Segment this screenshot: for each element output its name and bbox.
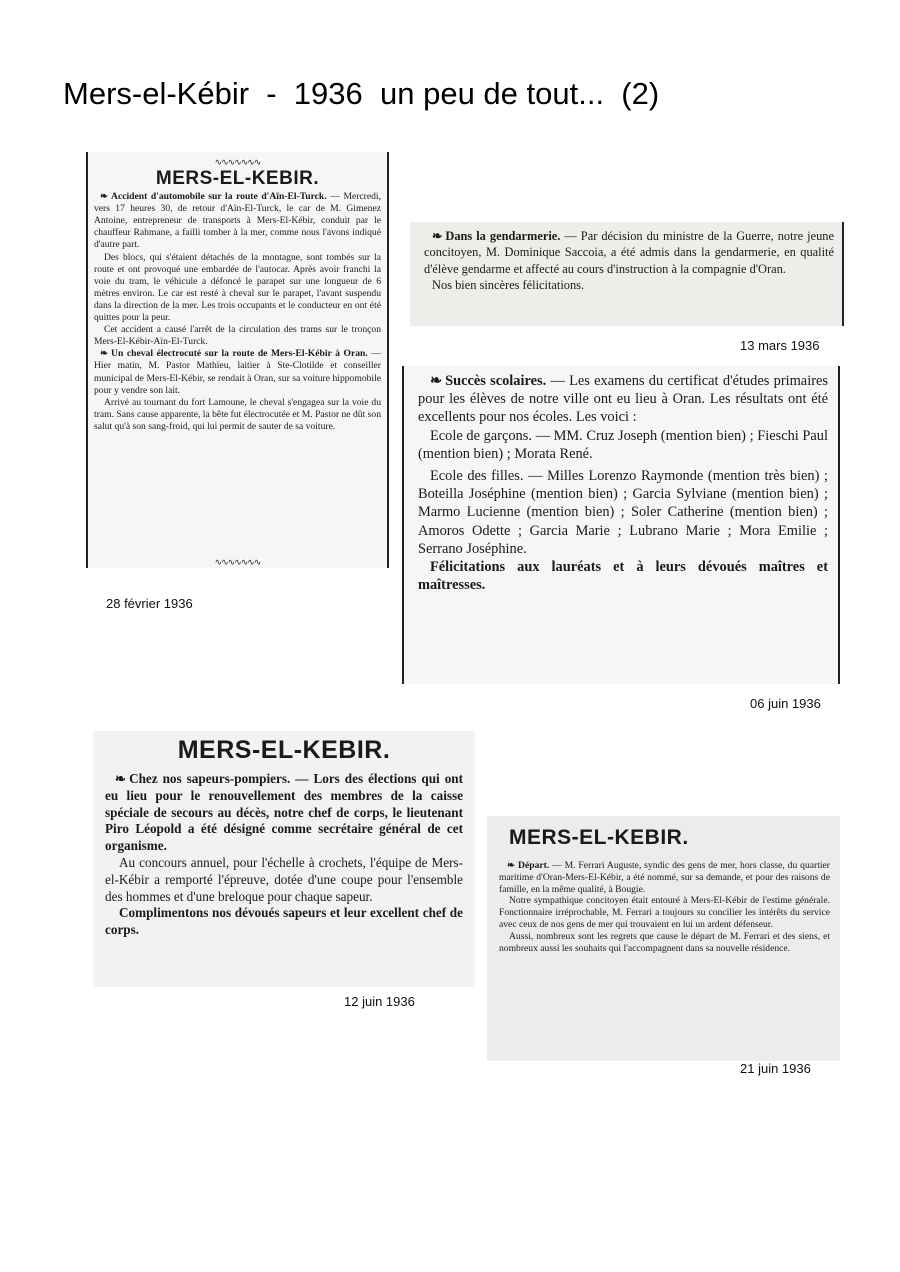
- date-label: 06 juin 1936: [750, 696, 821, 711]
- paragraph: Des blocs, qui s'étaient détachés de la montagne, sont tombés sur la route et ont provoqué une embardée de l'autocar. Après avoir franchi la voie du tram, le véhicule a défoncé le parapet sur une longueur de 6 mètres environ. Le car est resté à cheval sur le parapet, l'avant suspendu dans la direction de la mer. Les trois occupants et le conducteur en ont été quittes pour la peur.: [94, 251, 381, 324]
- paragraph: ❧ Un cheval électrocuté sur la route de Mers-El-Kébir à Oran. — Hier matin, M. Pastor Mathieu, laitier à Ste-Clotilde et conseiller municipal de Mers-El-Kébir, se rendait à Oran, sur sa voiture hippomobile pour y vendre son lait.: [94, 348, 381, 396]
- paragraph: Ecole des filles. — Milles Lorenzo Raymonde (mention très bien) ; Boteilla Joséphine (mention bien) ; Garcia Sylviane (mention bien) ; Marmo Lucienne (mention bien) ; Soler Catherine (mention bien) ; Amoros Odette ; Garcia Marie ; Lubrano Marie ; Mora Emilie ; Serrano Joséphine.: [418, 468, 828, 557]
- paragraph: Félicitations aux lauréats et à leurs dévoués maîtres et maîtresses.: [418, 559, 828, 594]
- ornament-top: ∿∿∿∿∿∿∿: [214, 157, 261, 167]
- date-label: 13 mars 1936: [740, 338, 820, 353]
- article-body: [105, 771, 463, 939]
- date-label: 12 juin 1936: [344, 994, 415, 1009]
- paragraph: Au concours annuel, pour l'échelle à crochets, l'équipe de Mers-el-Kébir a remporté l'épreuve, dotée d'une coupe pour l'ensemble des hommes et d'une breloque pour chaque sapeur.: [105, 854, 463, 904]
- clipping-gendarmerie: [410, 222, 844, 326]
- date-label: 21 juin 1936: [740, 1061, 811, 1076]
- masthead: MERS-EL-KEBIR.: [509, 826, 689, 849]
- paragraph: ❧ Départ. — M. Ferrari Auguste, syndic des gens de mer, hors classe, du quartier maritime d'Oran-Mers-El-Kébir, a été nommé, sur sa demande, et pour des raisons de famille, en la même qualité, à Bougie.: [499, 860, 830, 895]
- paragraph: ❧ Succès scolaires. — Les examens du certificat d'études primaires pour les élèves de notre ville ont eu lieu à Oran. Les résultats ont été excellents pour nos écoles. Les voici :: [418, 373, 828, 426]
- paragraph: Arrivé au tournant du fort Lamoune, le cheval s'engagea sur la voie du tram. Sans cause apparente, la bête fut électrocutée et M. Pastor ne dût son salut qu'à son sang-froid, qui lui permit de sauter de sa voiture.: [94, 396, 381, 432]
- paragraph: Ecole de garçons. — MM. Cruz Joseph (mention bien) ; Fieschi Paul (mention bien) ; Morata René.: [418, 427, 828, 462]
- clipping-depart: [487, 816, 840, 1061]
- page-title: Mers-el-Kébir - 1936 un peu de tout... (2): [63, 76, 660, 111]
- paragraph: Nos bien sincères félicitations.: [432, 278, 585, 293]
- article-body: [94, 191, 381, 433]
- paragraph: ❧ Chez nos sapeurs-pompiers. — Lors des élections qui ont eu lieu pour le renouvellement des membres de la caisse spéciale de secours au décès, notre chef de corps, le lieutenant Piro Léopold a été désigné comme secrétaire général de cet organisme.: [105, 771, 464, 854]
- paragraph: Aussi, nombreux sont les regrets que cause le départ de M. Ferrari et des siens, et nombreux aussi les souhaits qui l'accompagnent dans sa nouvelle résidence.: [499, 930, 830, 954]
- paragraph: Complimentons nos dévoués sapeurs et leur excellent chef de corps.: [105, 905, 463, 938]
- date-label: 28 février 1936: [106, 596, 193, 611]
- masthead: MERS-EL-KEBIR.: [177, 736, 391, 764]
- ornament-bottom: ∿∿∿∿∿∿∿: [214, 556, 261, 567]
- clipping-accident: [86, 152, 389, 568]
- paragraph: Notre sympathique concitoyen était entouré à Mers-El-Kébir de l'estime générale. Fonctionnaire irréprochable, M. Ferrari a toujours su concilier les intérêts du service avec ceux de nos gens de mer qui trouvaient en lui un ardent défenseur.: [499, 895, 830, 930]
- paragraph: ❧ Dans la gendarmerie. — Par décision du ministre de la Guerre, notre jeune concitoyen, M. Dominique Saccoia, a été admis dans la gendarmerie, en qualité d'élève gendarme et affecté au cours d'instruction à la compagnie d'Oran.: [424, 229, 834, 276]
- paragraph: Cet accident a causé l'arrêt de la circulation des trams sur le tronçon Mers-El-Kébir-Aïn-El-Turck.: [94, 324, 381, 348]
- clipping-succes-scolaires: [402, 366, 840, 684]
- article-body: [499, 860, 830, 954]
- paragraph: ❧ Accident d'automobile sur la route d'Aïn-El-Turck. — Mercredi, vers 17 heures 30, de retour d'Aïn-El-Turck, le car de M. Gimenez Antoine, entrepreneur de transports à Mers-El-Kébir, conduit par le chauffeur Rahmane, a failli tomber à la mer, comme nous l'avons indiqué d'autre part.: [94, 191, 381, 251]
- masthead: MERS-EL-KEBIR.: [155, 168, 320, 190]
- clipping-sapeurs-pompiers: [93, 731, 475, 987]
